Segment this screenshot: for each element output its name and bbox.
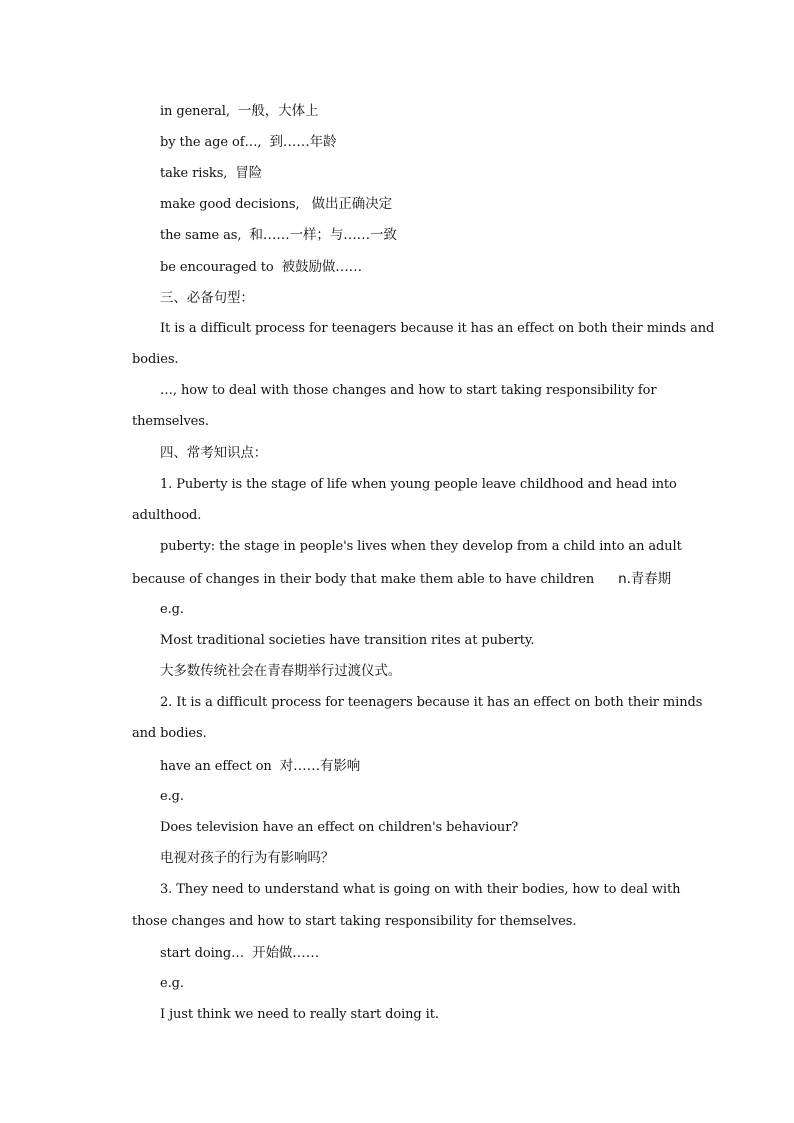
vocab-line: [160, 165, 700, 182]
example-sentence: I just think we need to really start doing it.: [160, 1007, 439, 1022]
english-text: the same as,: [160, 228, 242, 243]
paragraph-line: 2. It is a difficult process for teenagers because it has an effect on both their minds: [160, 695, 703, 710]
chinese-text: 被鼓励做……: [281, 259, 363, 275]
example-sentence: Does television have an effect on children's behaviour?: [160, 820, 519, 835]
vocab-line: [160, 227, 700, 244]
section-heading-sentences: 三、必备句型：: [160, 290, 254, 306]
example-translation: 电视对孩子的行为有影响吗？: [160, 850, 335, 866]
vocab-line: [160, 945, 700, 962]
example-sentence: Most traditional societies have transition rites at puberty.: [160, 633, 535, 648]
example-label: e.g.: [160, 976, 184, 991]
english-text: in general,: [160, 104, 230, 119]
chinese-text: 开始做……: [252, 945, 320, 961]
paragraph-line: puberty: the stage in people's lives when they develop from a child into an adult: [160, 539, 682, 554]
example-label: e.g.: [160, 602, 184, 617]
vocab-line: [160, 259, 700, 276]
chinese-text: n.青春期: [618, 571, 671, 587]
english-text: be encouraged to: [160, 260, 274, 275]
example-label: e.g.: [160, 789, 184, 804]
paragraph-line: adulthood.: [132, 508, 202, 523]
vocab-line: [160, 758, 700, 775]
english-text: make good decisions,: [160, 197, 300, 212]
section-heading-knowledge: 四、常考知识点：: [160, 445, 268, 461]
paragraph-line: It is a difficult process for teenagers because it has an effect on both their minds and: [160, 321, 715, 336]
vocab-line: [160, 103, 700, 120]
chinese-text: 到……年龄: [269, 134, 337, 150]
english-text: have an effect on: [160, 759, 272, 774]
chinese-text: 一般，大体上: [237, 103, 319, 119]
paragraph-line: …, how to deal with those changes and how to start taking responsibility for: [160, 383, 657, 398]
paragraph-line: those changes and how to start taking responsibility for themselves.: [132, 914, 577, 929]
paragraph-line: [132, 571, 672, 588]
english-text: take risks,: [160, 166, 228, 181]
paragraph-line: 3. They need to understand what is going on with their bodies, how to deal with: [160, 882, 681, 897]
english-text: by the age of…,: [160, 135, 262, 150]
chinese-text: 做出正确决定: [311, 196, 393, 212]
vocab-line: [160, 134, 700, 151]
chinese-text: 对……有影响: [279, 758, 361, 774]
paragraph-line: bodies.: [132, 352, 179, 367]
paragraph-line: themselves.: [132, 414, 209, 429]
example-translation: 大多数传统社会在青春期举行过渡仪式。: [160, 663, 402, 679]
vocab-line: [160, 196, 700, 213]
english-text: because of changes in their body that make them able to have children: [132, 572, 595, 587]
paragraph-line: 1. Puberty is the stage of life when young people leave childhood and head into: [160, 477, 677, 492]
paragraph-line: and bodies.: [132, 726, 207, 741]
english-text: start doing…: [160, 946, 245, 961]
chinese-text: 冒险: [235, 165, 263, 181]
chinese-text: 和……一样；与……一致: [249, 227, 397, 243]
